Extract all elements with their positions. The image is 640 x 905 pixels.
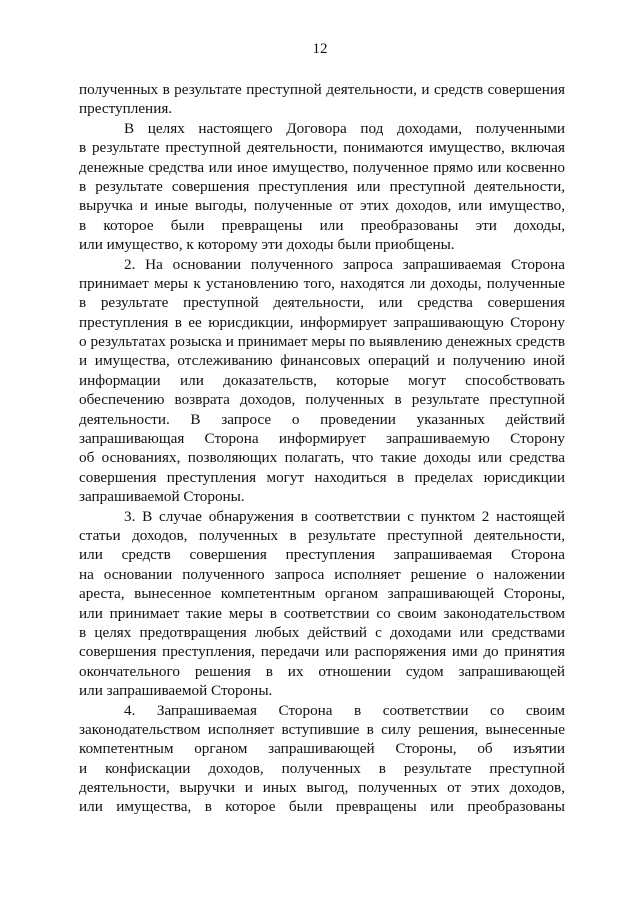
text-line: или запрашиваемой Стороны. <box>79 682 273 700</box>
text-line: деятельности, выручки и иных выгод, полученных от этих доходов, <box>79 779 565 797</box>
text-line: совершения преступления, передачи или распоряжения ими до принятия <box>79 643 565 661</box>
text-line: полученных в результате преступной деятельности, и средств совершения <box>79 81 565 98</box>
text-line: принимает меры к установлению того, находятся ли доходы, полученные <box>79 274 565 292</box>
text-line: в которое были превращены или преобразованы эти доходы, <box>79 216 565 234</box>
text-line: преступления в ее юрисдикции, информирует запрашивающую Сторону <box>79 313 565 331</box>
text-line: о результатах розыска и принимает меры по выявлению денежных средств <box>79 333 565 351</box>
text-line: обеспечению возврата доходов, полученных в результате преступной <box>79 391 565 409</box>
text-line: законодательством исполняет вступившие в силу решения, вынесенные <box>79 720 565 738</box>
text-line: в результате преступной деятельности, или средства совершения <box>79 294 565 312</box>
text-line: в результате преступной деятельности, понимаются имущество, включая <box>79 139 565 157</box>
text-line: в целях предотвращения любых действий с доходами или средствами <box>79 623 565 641</box>
text-line: информации или доказательств, которые могут способствовать <box>79 371 565 389</box>
text-line: и имущества, отслеживанию финансовых операций и получению иной <box>79 352 565 370</box>
text-line: денежные средства или иное имущество, полученное прямо или косвенно <box>79 158 565 176</box>
text-line: 3. В случае обнаружения в соответствии с пунктом 2 настоящей <box>124 507 565 525</box>
document-text-body <box>79 80 565 817</box>
text-line: или средств совершения преступления запрашиваемая Сторона <box>79 546 565 564</box>
text-line: на основании полученного запроса исполняет решение о наложении <box>79 565 565 583</box>
text-line: преступления. <box>79 100 173 118</box>
text-line: совершения преступления могут находиться в пределах юрисдикции <box>79 468 565 486</box>
text-line: 2. На основании полученного запроса запрашиваемая Сторона <box>124 255 565 273</box>
text-line: или имущества, в которое были превращены или преобразованы <box>79 798 565 816</box>
text-line: 4. Запрашиваемая Сторона в соответствии со своим <box>124 701 565 719</box>
text-line: В целях настоящего Договора под доходами, полученными <box>124 119 565 137</box>
page-number: 12 <box>312 41 328 57</box>
text-line: деятельности. В запросе о проведении указанных действий <box>79 410 565 428</box>
text-line: или принимает такие меры в соответствии со своим законодательством <box>79 604 565 622</box>
text-line: запрашивающая Сторона информирует запрашиваемую Сторону <box>79 430 565 448</box>
text-line: ареста, вынесенное компетентным органом запрашивающей Стороны, <box>79 585 565 603</box>
text-line: статьи доходов, полученных в результате преступной деятельности, <box>79 526 565 544</box>
text-line: компетентным органом запрашивающей Стороны, об изъятии <box>79 740 565 758</box>
text-line: запрашиваемой Стороны. <box>79 488 245 506</box>
text-line: или имущество, к которому эти доходы были приобщены. <box>79 236 455 254</box>
text-line: и конфискации доходов, полученных в результате преступной <box>79 759 565 777</box>
text-line: в результате совершения преступления или преступной деятельности, <box>79 177 565 195</box>
text-line: окончательного решения в их отношении судом запрашивающей <box>79 662 565 680</box>
text-line: об основаниях, позволяющих полагать, что такие доходы или средства <box>79 449 565 467</box>
text-line: выручка и иные выгоды, полученные от этих доходов, или имущество, <box>79 197 565 215</box>
